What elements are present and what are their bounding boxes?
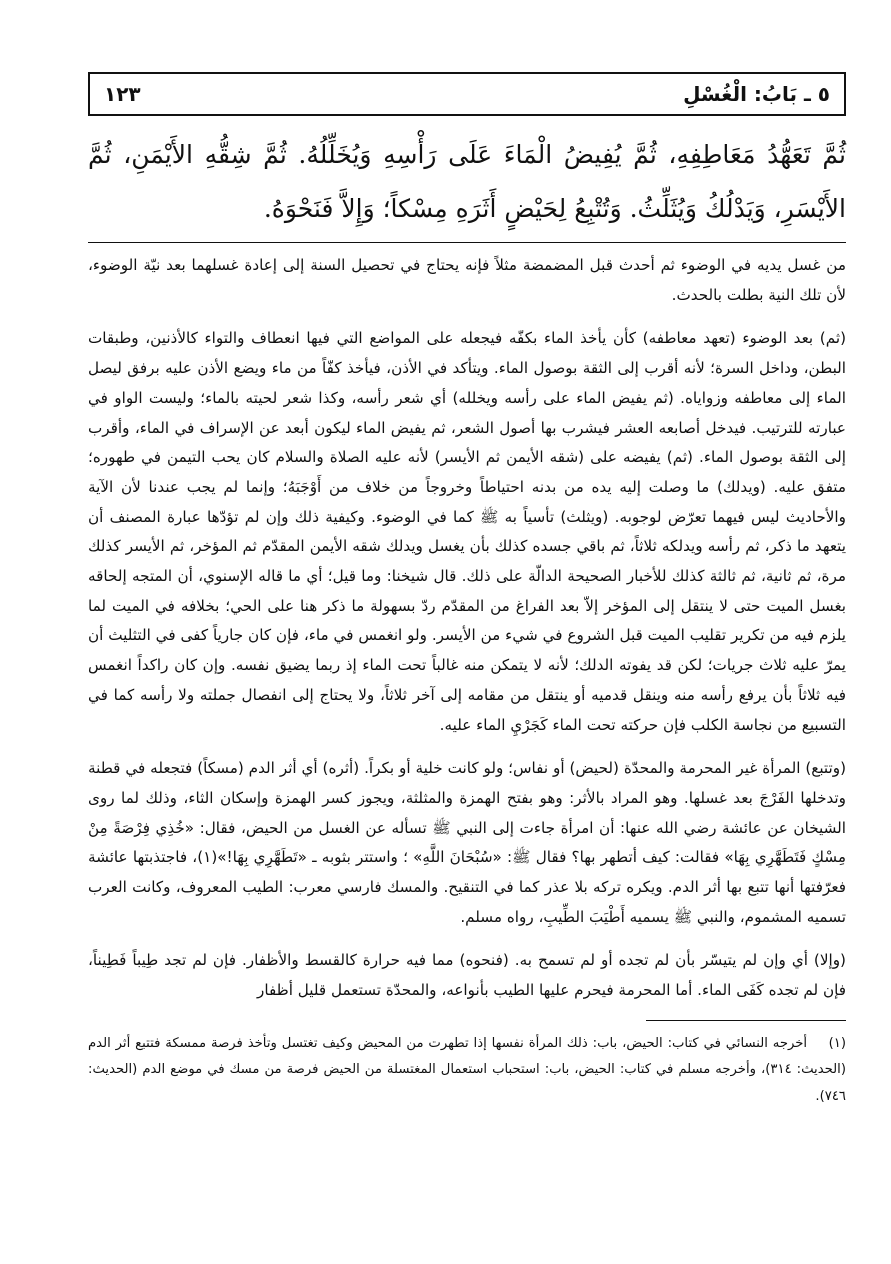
main-text-matn: ثُمَّ تَعَهُّدُ مَعَاطِفِهِ، ثُمَّ يُفِيضُ الْمَاءَ عَلَى رَأْسِهِ وَيُخَلِّلُهُ. ثُمَّ شِقُّهِ الأَيْمَنِ، ثُمَّ الأَيْسَرِ، وَيَدْلُكُ وَيُثَلِّثُ. وَتُتْبِعُ لِحَيْضٍ أَثَرَهِ مِسْكاً؛ وَإِلاَّ فَنَحْوَهُ. [88, 140, 846, 223]
commentary-paragraph-1: من غسل يديه في الوضوء ثم أحدث قبل المضمضة مثلاً فإنه يحتاج في تحصيل السنة إلى إعادة غسلهما بعد نيّة الوضوء، لأن تلك النية بطلت بالحدث. [88, 256, 846, 304]
footnote-number: (١) [828, 1035, 846, 1051]
commentary-sharh [88, 251, 846, 1006]
commentary-paragraph-2: (ثم) بعد الوضوء (تعهد معاطفه) كأن يأخذ الماء بكفّه فيجعله على المواضع التي فيها انعطاف والتواء كالأذنين، وطبقات البطن، وداخل السرة؛ لأنه أقرب إلى الثقة بوصول الماء. ويتأكد في الأذن، فيأخذ كفّاً من ماء ويضع الأذن عليه برفق ليصل الماء إلى معاطفه وزواياه. (ثم يفيض الماء على رأسه ويخلله) أي شعر رأسه، وكذا شعر لحيته بالماء؛ وليست الواو في عبارته للترتيب. فيدخل أصابعه العشر فيشرب بها أصول الشعر، ثم يفيض الماء ليكون أبعد عن الإسراف في الماء، وأقرب إلى الثقة بوصول الماء. (ثم) يفيضه على (شقه الأيمن ثم الأيسر) لأنه عليه الصلاة والسلام كان يحب التيمن في طهوره؛ متفق عليه. (ويدلك) ما وصلت إليه يده من بدنه احتياطاً وخروجاً من خلاف من أَوْجَبَهُ؛ وإنما لم يجب عندنا لأن الآية والأحاديث ليس فيهما تعرّض لوجوبه. (ويثلث) تأسياً به ﷺ كما في الوضوء. وكيفية ذلك وإن لم تؤدّها عبارة المصنف أن يتعهد ما ذكر، ثم رأسه ويدلكه ثلاثاً، ثم باقي جسده كذلك بأن يغسل ويدلك شقه الأيمن المقدّم ثم المؤخر، ثم الأيسر كذلك مرة، ثم ثانية، ثم ثالثة كذلك للأخبار الصحيحة الدالّة على ذلك. قال شيخنا: وما قيل؛ أي ما قاله الإسنوي، أن المتجه إلحاقه بغسل الميت حتى لا ينتقل إلى المؤخر إلاّ بعد الفراغ من المقدّم ردّ بسهولة ما ذكر هنا على الحي؛ بخلافه في الميت لما يلزم فيه من تكرير تقليب الميت قبل الشروع في شيء من الأيسر. ولو انغمس في ماء، فإن كان جارياً كفى في التثليث أن يمرّ عليه ثلاث جريات؛ لكن قد يفوته الدلك؛ لأنه لا يتمكن منه غالباً تحت الماء إذ ربما يضيق نفسه. وإن كان راكداً انغمس فيه ثلاثاً بأن يرفع رأسه منه وينقل قدميه أو ينتقل من مقامه إلى آخر ثلاثاً، ولا يحتاج إلى انفصال جملته ولا رأسه كما في التسبيع من نجاسة الكلب فإن حركته تحت الماء كَجَرْيِ الماء عليه. [88, 329, 846, 734]
page-number: ١٢٣ [104, 82, 141, 106]
commentary-paragraph-3: (وتتبع) المرأة غير المحرمة والمحدّة (لحيض) أو نفاس؛ ولو كانت خلية أو بكراً. (أثره) أي أثر الدم (مسكاً) فتجعله في قطنة وتدخلها الفَرْجَ بعد غسلها. وهو المراد بالأثر: وهو بفتح الهمزة والمثلثة، ويجوز كسر الهمزة وإسكان الثاء، وذلك لما روى الشيخان عن عائشة رضي الله عنها: أن امرأة جاءت إلى النبي ﷺ تسأله عن الغسل من الحيض، فقال: «خُذِي فِرْصَةً مِنْ مِسْكٍ فَتَطَهَّرِي بِهَا» فقالت: كيف أتطهر بها؟ فقال ﷺ: «سُبْحَانَ اللَّهِ» ؛ واستتر بثوبه ـ «تَطَهَّرِي بِهَا!»(١)، فاجتذبتها عائشة فعرّفتها أنها تتبع بها أثر الدم. ويكره تركه بلا عذر كما في التنقيح. والمسك فارسي معرب: الطيب المعروف، وكانت العرب تسميه المشموم، والنبي ﷺ يسميه أَطْيَبَ الطِّيبِ، رواه مسلم. [88, 759, 846, 926]
separator-rule [88, 242, 846, 243]
commentary-paragraph-4: (وإلا) أي وإن لم يتيسّر بأن لم تجده أو لم تسمح به. (فنحوه) مما فيه حرارة كالقسط والأظفار. فإن لم تجد طِيباً فَطِيناً، فإن لم تجده كَفَى الماء. أما المحرمة فيحرم عليها الطيب بأنواعه، والمحدّة تستعمل قليل أظفار [88, 951, 846, 1000]
chapter-title: ٥ ـ بَابُ: الْغُسْلِ [683, 82, 830, 106]
footnote-text: أخرجه النسائي في كتاب: الحيض، باب: ذلك المرأة نفسها إذا تطهرت من المحيض وكيف تغتسل وتأخذ فرصة ممسكة فتتبع أثر الدم (الحديث: ٣١٤)، وأخرجه مسلم في كتاب: الحيض، باب: استحباب استعمال المغتسلة من الحيض فرصة من مسك في موضع الدم (الحديث: ٧٤٦). [88, 1035, 846, 1104]
book-page [88, 72, 846, 1232]
page-header [88, 72, 846, 116]
footnote [88, 1031, 846, 1111]
footnote-separator [646, 1020, 846, 1021]
